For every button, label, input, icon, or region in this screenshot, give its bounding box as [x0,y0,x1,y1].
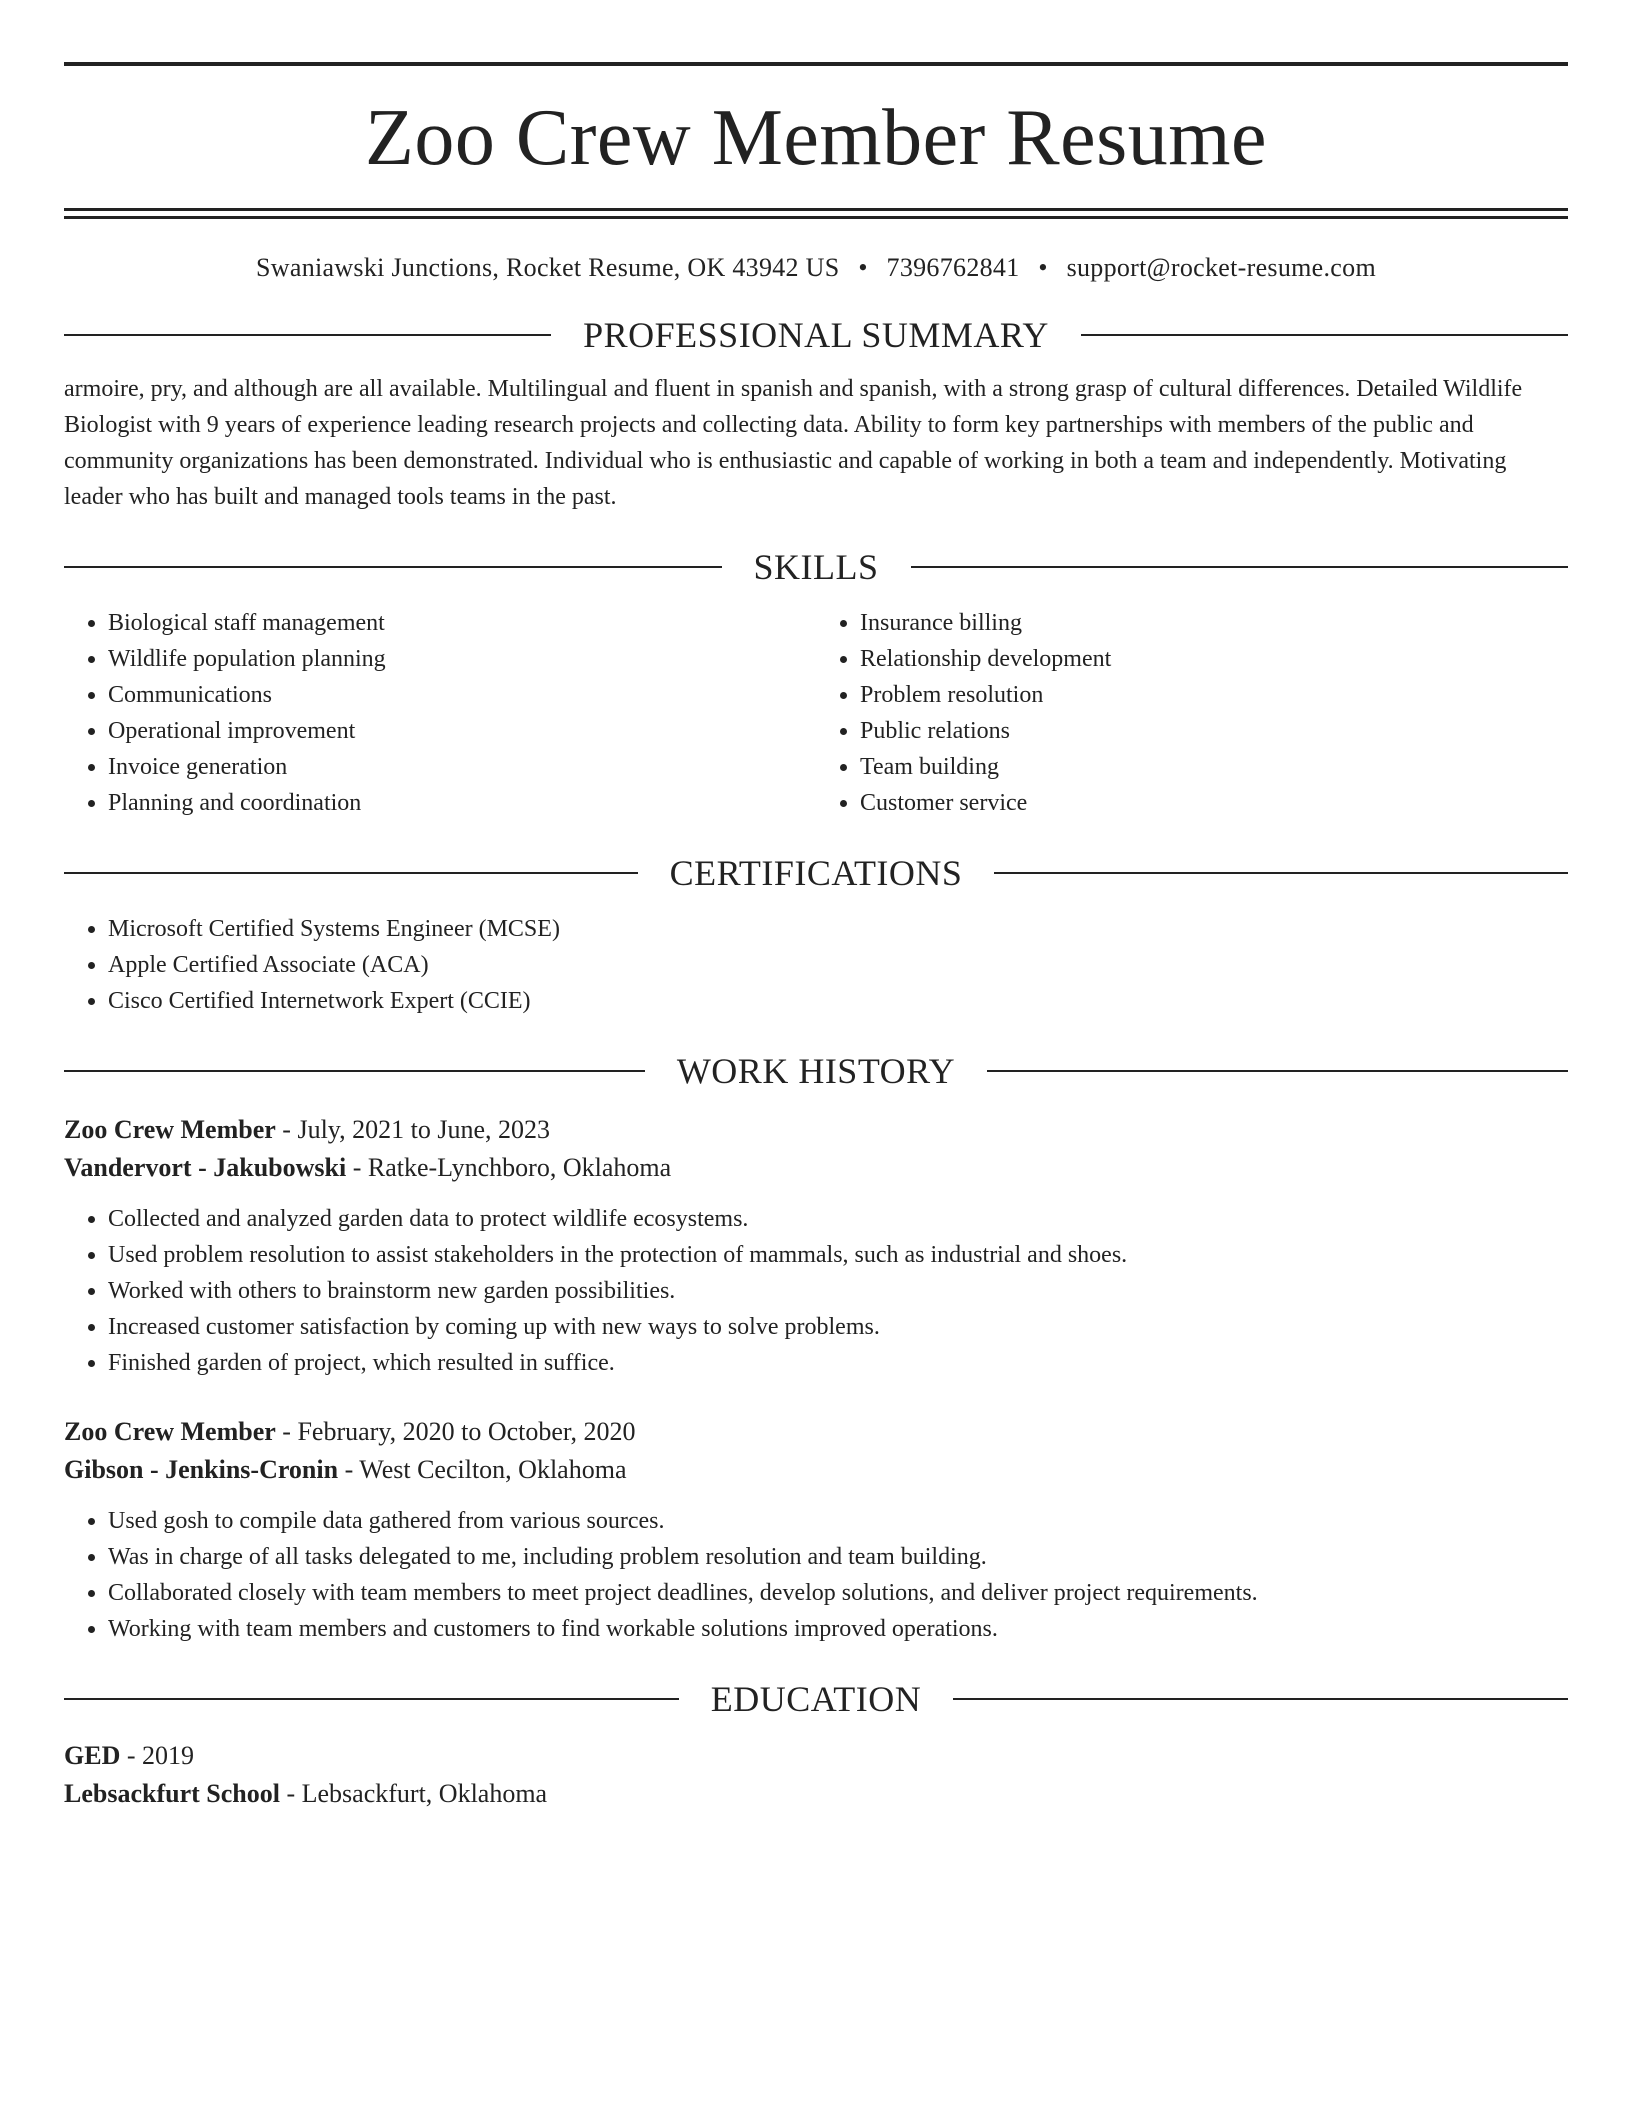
divider-line [911,566,1569,568]
job-bullet: • Increased customer satisfaction by coming up with new ways to solve problems. [108,1309,1568,1345]
job-entry [64,1111,1568,1381]
skill-item: • Customer service [860,785,1568,821]
job-dates: - July, 2021 to June, 2023 [275,1115,550,1144]
divider-line [1081,334,1568,336]
divider-line [987,1070,1568,1072]
job-bullets [64,1503,1568,1647]
job-title-line [64,1111,1568,1149]
resume-title: Zoo Crew Member Resume [365,94,1267,182]
skills-column-right [816,605,1568,821]
certifications-section-heading [64,855,1568,891]
skills-list [64,605,1568,821]
education-section-heading [64,1681,1568,1717]
skill-item: • Relationship development [860,641,1568,677]
summary-heading: PROFESSIONAL SUMMARY [583,315,1049,355]
summary-section-heading [64,317,1568,353]
skills-section-heading [64,549,1568,585]
job-bullet: • Worked with others to brainstorm new garden possibilities. [108,1273,1568,1309]
contact-separator: • [858,253,868,282]
contact-line [64,253,1568,283]
contact-separator: • [1038,253,1048,282]
skills-column-left [64,605,816,821]
job-title-line [64,1413,1568,1451]
work-heading: WORK HISTORY [676,1051,956,1091]
job-title: Zoo Crew Member [64,1417,276,1446]
skill-item: • Public relations [860,713,1568,749]
divider-line [64,334,551,336]
job-entry [64,1413,1568,1647]
skill-item: • Operational improvement [108,713,816,749]
certification-item: • Microsoft Certified Systems Engineer (MCSE) [108,911,1568,947]
divider-line [64,872,638,874]
job-title: Zoo Crew Member [64,1115,276,1144]
job-company: Gibson - Jenkins-Cronin [64,1455,339,1484]
divider-line [994,872,1568,874]
job-bullet: • Finished garden of project, which resulted in suffice. [108,1345,1568,1381]
skill-item: • Wildlife population planning [108,641,816,677]
job-bullet: • Used problem resolution to assist stakeholders in the protection of mammals, such as industrial and shoes. [108,1237,1568,1273]
top-rule [64,62,1568,66]
job-bullet: • Was in charge of all tasks delegated to me, including problem resolution and team building. [108,1539,1568,1575]
job-dates: - February, 2020 to October, 2020 [275,1417,636,1446]
job-company-line [64,1149,1568,1187]
job-bullets [64,1201,1568,1381]
education-school: Lebsackfurt School [64,1779,280,1808]
education-school-line [64,1775,1568,1813]
certification-item: • Cisco Certified Internetwork Expert (CCIE) [108,983,1568,1019]
education-year: - 2019 [120,1741,195,1770]
certification-item: • Apple Certified Associate (ACA) [108,947,1568,983]
skill-item: • Invoice generation [108,749,816,785]
job-company: Vandervort - Jakubowski [64,1153,347,1182]
certifications-list [64,911,1568,1019]
contact-address: Swaniawski Junctions, Rocket Resume, OK 43942 US [256,253,840,282]
contact-phone: 7396762841 [886,253,1020,282]
job-company-line [64,1451,1568,1489]
work-section-heading [64,1053,1568,1089]
divider-line [64,1698,679,1700]
title-double-rule [64,208,1568,219]
divider-line [64,566,722,568]
skill-item: • Team building [860,749,1568,785]
job-bullet: • Collaborated closely with team members to meet project deadlines, develop solutions, and deliver project requirements. [108,1575,1568,1611]
job-bullet: • Working with team members and customers to find workable solutions improved operations. [108,1611,1568,1647]
skill-item: • Insurance billing [860,605,1568,641]
job-bullet: • Collected and analyzed garden data to protect wildlife ecosystems. [108,1201,1568,1237]
job-location: - West Cecilton, Oklahoma [338,1455,627,1484]
summary-text: armoire, pry, and although are all available. Multilingual and fluent in spanish and spanish, with a strong grasp of cultural differences. Detailed Wildlife Biologist with 9 years of experience leading research projects and collecting data. Ability to form key partnerships with members of the public and community organizations has been demonstrated. Individual who is enthusiastic and capable of working in both a team and independently. Motivating leader who has built and managed tools teams in the past. [64,376,1523,510]
divider-line [64,1070,645,1072]
skill-item: • Planning and coordination [108,785,816,821]
contact-email: support@rocket-resume.com [1066,253,1376,282]
education-degree-line [64,1737,1568,1775]
skills-heading: SKILLS [753,547,879,587]
education-degree: GED [64,1741,121,1770]
job-bullet: • Used gosh to compile data gathered from various sources. [108,1503,1568,1539]
education-location: - Lebsackfurt, Oklahoma [279,1779,548,1808]
education-heading: EDUCATION [710,1679,922,1719]
job-location: - Ratke-Lynchboro, Oklahoma [346,1153,672,1182]
skill-item: • Biological staff management [108,605,816,641]
education-entry [64,1737,1568,1813]
skill-item: • Communications [108,677,816,713]
skill-item: • Problem resolution [860,677,1568,713]
certifications-heading: CERTIFICATIONS [669,853,963,893]
divider-line [953,1698,1568,1700]
